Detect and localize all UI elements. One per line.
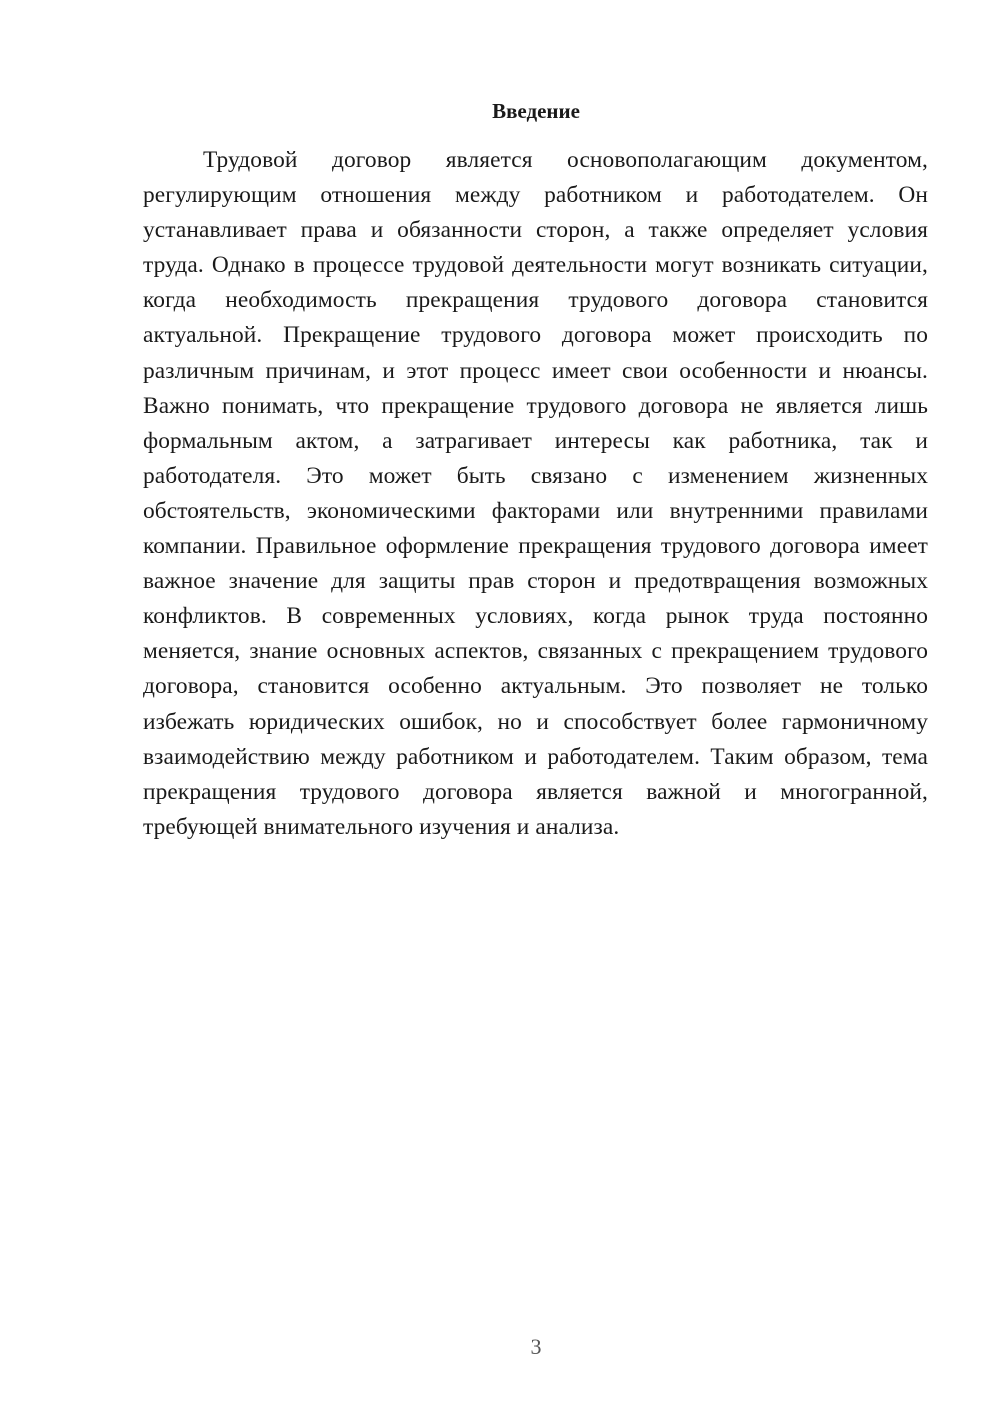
page-number: 3 bbox=[530, 1334, 542, 1359]
body-paragraph: Трудовой договор является основополагающим документом, регулирующим отношения между работником и работодателем. Он устанавливает права и обязанности сторон, а также определяет условия труда. Однако в процессе трудовой деятельности могут возникать ситуации, когда необходимость прекращения трудового договора становится актуальной. Прекращение трудового договора может происходить по различным причинам, и этот процесс имеет свои особенности и нюансы. Важно понимать, что прекращение трудового договора не является лишь формальным актом, а затрагивает интересы как работника, так и работодателя. Это может быть связано с изменением жизненных обстоятельств, экономическими факторами или внутренними правилами компании. Правильное оформление прекращения трудового договора имеет важное значение для защиты прав сторон и предотвращения возможных конфликтов. В современных условиях, когда рынок труда постоянно меняется, знание основных аспектов, связанных с прекращением трудового договора, становится особенно актуальным. Это позволяет не только избежать юридических ошибок, но и способствует более гармоничному взаимодействию между работником и работодателем. Таким образом, тема прекращения трудового договора является важной и многогранной, требующей внимательного изучения и анализа. bbox=[143, 147, 928, 840]
section-heading: Введение bbox=[492, 99, 580, 123]
